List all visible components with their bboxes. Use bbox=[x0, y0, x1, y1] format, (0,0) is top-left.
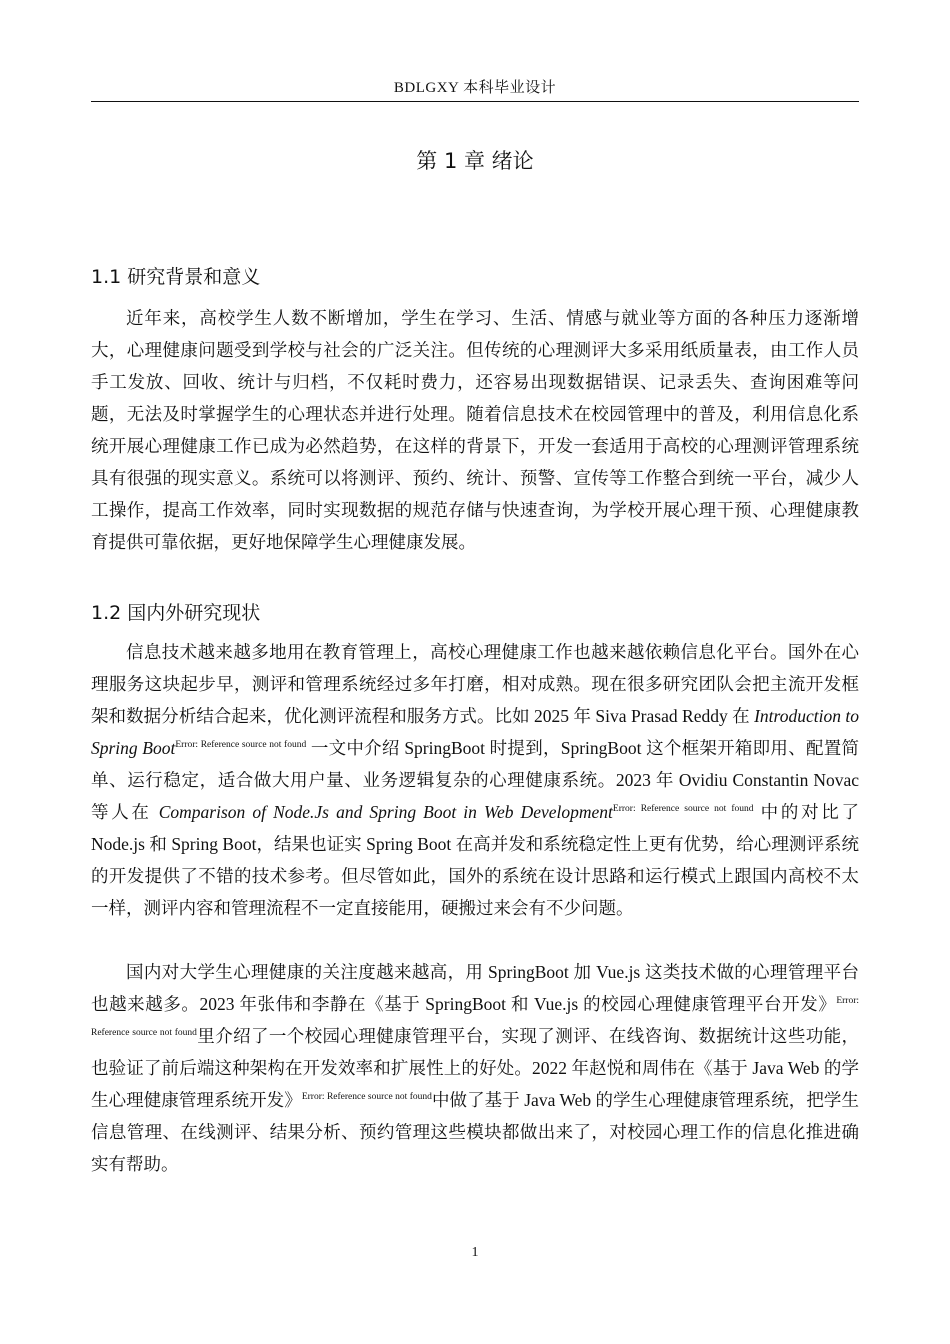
paragraph-text: 中的对比了 Node.js 和 Spring Boot，结果也证实 Spring Boot 在高并发和系统稳定性上更有优势，给心理测评系统的开发提供了不错的技术参考。但尽管如此，国外的系统在设计思路和运行模式上跟国内高校不太一样，测评内容和管理流程不一定直接能用，硬搬过来会有不少问题。 bbox=[91, 802, 860, 918]
section-title-1-2: 1.2 国内外研究现状 bbox=[91, 602, 261, 624]
cited-title: Introduction to Spring Boot bbox=[91, 706, 859, 758]
reference-error-marker: Error: Reference source not found bbox=[91, 996, 859, 1038]
paragraph-text: 信息技术越来越多地用在教育管理上，高校心理健康工作也越来越依赖信息化平台。国外在心理服务这块起步早，测评和管理系统经过多年打磨，相对成熟。现在很多研究团队会把主流开发框架和数据分析结合起来，优化测评流程和服务方式。比如 2025 年 Siva Prasad Reddy 在 bbox=[91, 642, 859, 726]
paragraph-text: 国内对大学生心理健康的关注度越来越高，用 SpringBoot 加 Vue.js 这类技术做的心理管理平台也越来越多。2023 年张伟和李静在《基于 SpringBoot 和 Vue.js 的校园心理健康管理平台开发》 bbox=[91, 962, 859, 1014]
reference-error-marker: Error: Reference source not found bbox=[301, 1092, 432, 1102]
paragraph-text: 里介绍了一个校园心理健康管理平台，实现了测评、在线咨询、数据统计这些功能，也验证了前后端这种架构在开发效率和扩展性上的好处。2022 年赵悦和周伟在《基于 Java Web 的学生心理健康管理系统开发》 bbox=[91, 1026, 860, 1110]
paragraph-foreign-research bbox=[91, 636, 859, 924]
paragraph-text: 一文中介绍 SpringBoot 时提到，SpringBoot 这个框架开箱即用、配置简单、运行稳定，适合做大用户量、业务逻辑复杂的心理健康系统。2023 年 Ovidiu Constantin Novac 等人在 bbox=[91, 738, 859, 822]
paragraph-domestic-research bbox=[91, 956, 859, 1180]
chapter-title: 第 1 章 绪论 bbox=[416, 149, 534, 173]
reference-error-marker: Error: Reference source not found bbox=[175, 740, 307, 750]
header-rule bbox=[91, 101, 859, 102]
paragraph-text: 中做了基于 Java Web 的学生心理健康管理系统，把学生信息管理、在线测评、结果分析、预约管理这些模块都做出来了，对校园心理工作的信息化推进确实有帮助。 bbox=[91, 1090, 860, 1174]
page-number: 1 bbox=[471, 1245, 479, 1260]
cited-title: Comparison of Node.Js and Spring Boot in Web Development bbox=[158, 802, 613, 822]
running-header: BDLGXY 本科毕业设计 bbox=[393, 80, 557, 96]
reference-error-marker: Error: Reference source not found bbox=[612, 804, 754, 814]
paragraph-background: 近年来，高校学生人数不断增加，学生在学习、生活、情感与就业等方面的各种压力逐渐增大，心理健康问题受到学校与社会的广泛关注。但传统的心理测评大多采用纸质量表，由工作人员手工发放、回收、统计与归档，不仅耗时费力，还容易出现数据错误、记录丢失、查询困难等问题，无法及时掌握学生的心理状态并进行处理。随着信息技术在校园管理中的普及，利用信息化系统开展心理健康工作已成为必然趋势，在这样的背景下，开发一套适用于高校的心理测评管理系统具有很强的现实意义。系统可以将测评、预约、统计、预警、宣传等工作整合到统一平台，减少人工操作，提高工作效率，同时实现数据的规范存储与快速查询，为学校开展心理干预、心理健康教育提供可靠依据，更好地保障学生心理健康发展。 bbox=[91, 308, 859, 552]
section-title-1-1: 1.1 研究背景和意义 bbox=[91, 266, 261, 288]
